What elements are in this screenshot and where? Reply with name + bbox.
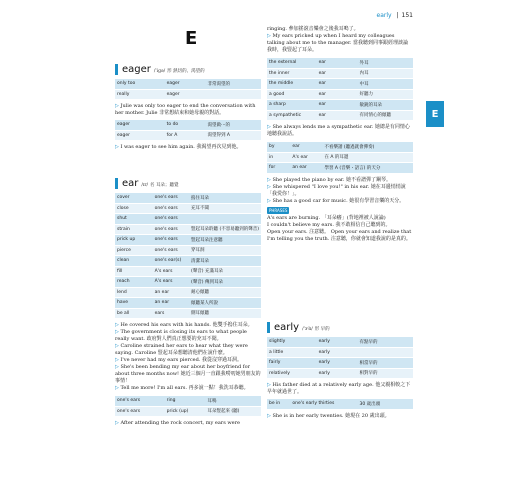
headword-ear — [115, 178, 261, 189]
example-sentence: ▷ Caroline strained her ears to hear what they were saying. Caroline 豎起耳朵想聽清他們在說什麼。 — [115, 343, 248, 356]
table-row: eager to do 渴望做⋯的 — [115, 120, 261, 130]
table-row: slightly early 有點早的 — [267, 337, 413, 347]
table-row: be all ears 側耳傾聽 — [115, 308, 261, 319]
table-row: the middle ear 中耳 — [267, 79, 413, 90]
collocation-table — [267, 399, 413, 410]
table-row: in A's ear 在 A 的耳邊 — [267, 152, 413, 163]
gloss: 形 熱切的、渴望的 — [167, 69, 205, 74]
example-sentence: ▷ She always lends me a sympathetic ear. 她總是有同情心地聽我說話。 — [267, 124, 410, 137]
running-head-word: early — [376, 12, 392, 19]
gloss: 名 耳朵；聽覺 — [150, 183, 179, 188]
table-row: strain one's ears 豎起耳朵聆聽 (不容易聽到的聲音) — [115, 224, 261, 235]
section-letter: E — [185, 28, 198, 49]
example-sentence: ▷ I've never had my ears pierced. 我從沒穿過耳洞。 — [115, 357, 243, 363]
collocation-table — [115, 396, 261, 417]
entry-eager — [115, 64, 261, 151]
page-number: 151 — [401, 12, 413, 19]
collocation-table — [267, 142, 413, 174]
table-row: eager for A 渴望得到 A — [115, 130, 261, 141]
example-sentence: ▷ She's been bending my ear about her boyfriend for about three months now! 她近三個月一直跟我嘮叨她男朋友的事情！ — [115, 364, 261, 384]
collocation-table — [115, 79, 261, 100]
collocation-table — [267, 58, 413, 121]
example-sentence: ▷ She played the piano by ear. 她不看譜彈了鋼琴。 — [267, 176, 391, 183]
entry-ear-continued — [267, 26, 413, 243]
phrases-label: PHRASES — [269, 207, 288, 213]
table-row: one's ears ring 耳鳴 — [115, 396, 261, 406]
phonetic: /ˈɝlɪ/ — [302, 327, 313, 332]
table-row: lend an ear 耐心傾聽 — [115, 287, 261, 298]
table-row: close one's ears 充耳不聞 — [115, 203, 261, 214]
table-row: really eager — [115, 89, 261, 100]
phonetic: /ɪr/ — [141, 183, 149, 188]
phrase-item: Open your ears. 注意聽。 Open your ears and realize that I'm telling you the truth. 注意聽，你就會知道我說的是真的。 — [267, 228, 412, 242]
headword-text: eager — [122, 64, 151, 75]
table-row: cover one's ears 摀住耳朵 — [115, 193, 261, 203]
table-row: fill A's ears (聲音) 充滿耳朵 — [115, 266, 261, 277]
entry-ear — [115, 178, 261, 427]
table-row: a little early — [267, 347, 413, 358]
headword-eager — [115, 64, 261, 75]
table-row: the inner ear 內耳 — [267, 68, 413, 79]
table-row: only too eager 非常渴望的 — [115, 79, 261, 89]
table-row: prick up one's ears 豎起耳朵注意聽 — [115, 235, 261, 246]
phonetic: /ˈiɡə/ — [153, 69, 166, 74]
table-row: a good ear 好聽力 — [267, 89, 413, 100]
example-sentence: ▷ My ears pricked up when I heard my colleagues talking about me to the manager. 當我聽到同事跟經理談論我時，我豎起了耳朵。 — [267, 33, 409, 53]
phrases-section — [267, 207, 413, 215]
table-row: by ear 不看樂譜 (聽過就會彈奏) — [267, 142, 413, 152]
table-row: a sympathetic ear 有同情心的傾聽 — [267, 110, 413, 121]
example-sentence: ▷ She has a good car for music. 她很有學習音樂的天分。 — [267, 197, 405, 204]
table-row: relatively early 相對早的 — [267, 368, 413, 379]
table-row: for an ear 學習 A (音樂・語言) 的天分 — [267, 163, 413, 174]
phrase-item: A's ears are burning. 「耳朵癢」(背地裡被人說論) — [267, 214, 386, 221]
table-row: the external ear 外耳 — [267, 58, 413, 68]
table-row: shut one's ears — [115, 214, 261, 225]
section-thumb-tab: E — [426, 101, 444, 127]
example-sentence: ▷ I was eager to see him again. 我渴望再次見到他。 — [115, 144, 242, 150]
headword-text: ear — [122, 178, 139, 189]
table-row: clean one's ear(s) 清潔耳朵 — [115, 256, 261, 267]
example-sentence: ▷ His father died at a relatively early age. 他父親相較之下早年就過世了。 — [267, 382, 411, 395]
running-head: early | 151 — [376, 12, 413, 19]
table-row: fairly early 相當早的 — [267, 358, 413, 369]
gloss: 形 早的 — [314, 327, 330, 332]
table-row: have an ear 傾聽某人所說 — [115, 298, 261, 309]
table-row: one's ears prick (up) 耳朵豎起來 (聽) — [115, 406, 261, 417]
example-sentence: ▷ The government is closing its ears to what people really want. 政府對人們真正想要的充耳不聞。 — [115, 329, 247, 342]
table-row: pierce one's ears 穿耳洞 — [115, 245, 261, 256]
entry-early — [267, 322, 413, 420]
example-sentence: ▷ Tell me more! I'm all ears. 再多說一點！我洗耳恭聽。 — [115, 385, 249, 391]
example-sentence: ▷ After attending the rock concert, my ears were — [115, 420, 240, 426]
example-sentence: ▷ He covered his ears with his hands. 他雙手摀住耳朵。 — [115, 322, 253, 328]
table-row: be in one's early thirties 30 歲出頭 — [267, 399, 413, 409]
phrase-item: I couldn't believe my ears. 我不敢相信自己聽到的。 — [267, 221, 391, 228]
collocation-table — [115, 120, 261, 141]
example-sentence: ringing. 參加搖滾音樂會之後我耳鳴了。 — [267, 26, 359, 32]
collocation-table — [267, 337, 413, 379]
headword-text: early — [274, 322, 300, 333]
headword-early — [267, 322, 413, 333]
table-row: reach A's ears (聲音) 傳到耳朵 — [115, 277, 261, 288]
table-row: a sharp ear 敏銳的耳朵 — [267, 100, 413, 111]
example-sentence: ▷ Julie was only too eager to end the conversation with her mother. Julie 非常想結束和她母親的對話。 — [115, 103, 256, 116]
example-sentence: ▷ She is in her early twenties. 她現在 20 歲出頭。 — [267, 412, 390, 419]
collocation-table — [115, 193, 261, 319]
example-sentence: ▷ She whispered "I love you!" in his ear. 她在耳邊悄悄說「我愛你！」。 — [267, 183, 406, 197]
dictionary-page — [107, 6, 415, 496]
